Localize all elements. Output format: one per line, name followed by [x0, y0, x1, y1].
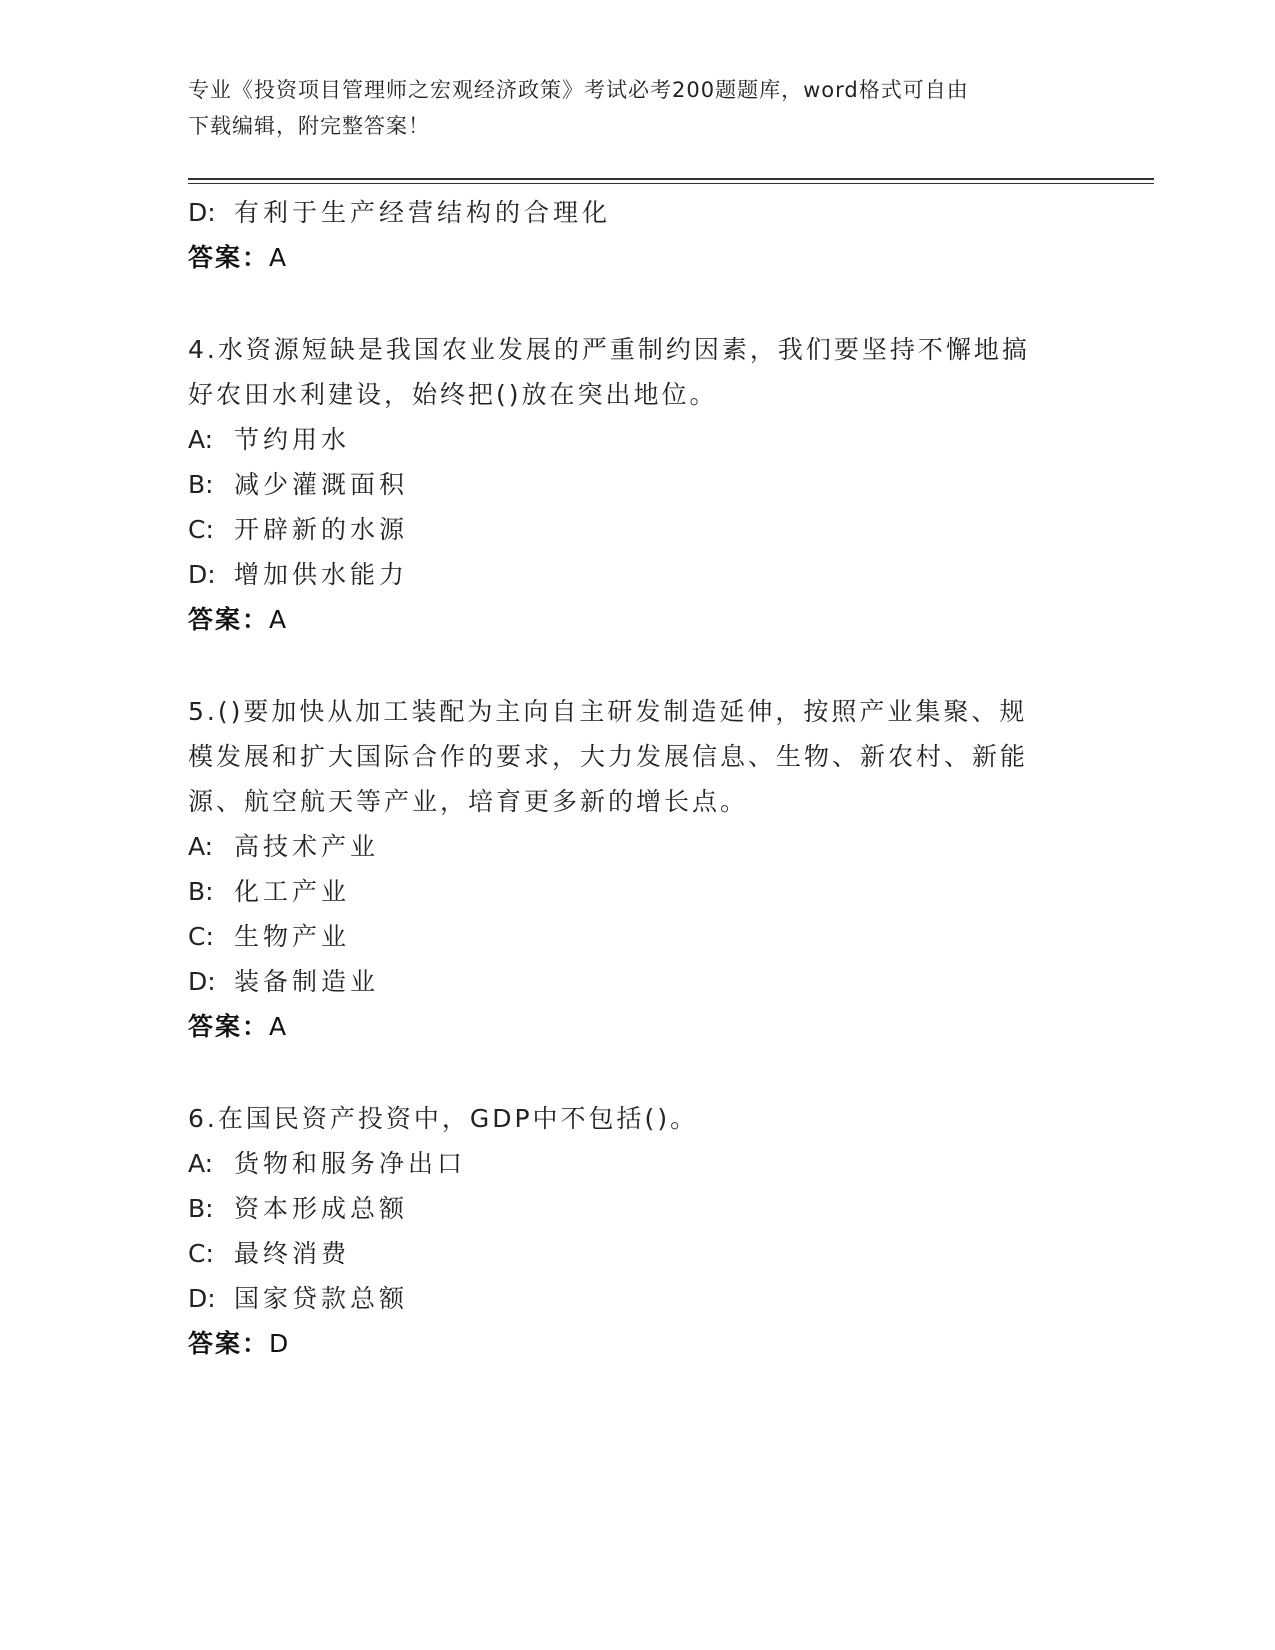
option-a — [188, 824, 1068, 869]
question-stem-line — [188, 1096, 1068, 1141]
question-stem-line — [188, 689, 1068, 734]
question-stem-text: 水资源短缺是我国农业发展的严重制约因素，我们要坚持不懈地搞 — [217, 335, 1030, 364]
option-letter: B: — [188, 1194, 214, 1223]
question-stem-text: 在国民资产投资中，GDP中不包括()。 — [217, 1104, 699, 1133]
option-b — [188, 462, 1068, 507]
answer-line — [188, 235, 1068, 280]
option-letter: D: — [188, 1284, 216, 1313]
option-text: 化工产业 — [234, 877, 351, 906]
spacer — [188, 1049, 1068, 1096]
option-text: 有利于生产经营结构的合理化 — [234, 198, 612, 227]
option-letter: D: — [188, 967, 216, 996]
question-list — [188, 190, 1068, 1366]
question-number: 5. — [188, 697, 218, 726]
spacer — [188, 642, 1068, 689]
option-text: 货物和服务净出口 — [234, 1149, 467, 1178]
option-d — [188, 959, 1068, 1004]
option-text: 高技术产业 — [234, 832, 380, 861]
option-letter: B: — [188, 470, 214, 499]
option-text: 国家贷款总额 — [234, 1284, 409, 1313]
question-stem-line — [188, 327, 1068, 372]
option-c — [188, 914, 1068, 959]
question-5 — [188, 689, 1068, 1049]
option-letter: A: — [188, 425, 214, 454]
answer-label: 答案： — [188, 605, 270, 634]
option-a — [188, 1141, 1068, 1186]
option-letter: D: — [188, 560, 216, 589]
option-d — [188, 1276, 1068, 1321]
option-c — [188, 507, 1068, 552]
question-stem-text: ()要加快从加工装配为主向自主研发制造延伸，按照产业集聚、规 — [217, 697, 1028, 726]
option-letter: A: — [188, 832, 214, 861]
answer-line — [188, 1004, 1068, 1049]
document-header — [188, 72, 1088, 144]
option-text: 资本形成总额 — [234, 1194, 409, 1223]
header-line-2: 下载编辑，附完整答案！ — [188, 114, 430, 138]
answer-label: 答案： — [188, 1329, 270, 1358]
question-stem-line: 源、航空航天等产业，培育更多新的增长点。 — [188, 787, 749, 816]
header-line-1: 专业《投资项目管理师之宏观经济政策》考试必考200题题库，word格式可自由 — [188, 78, 969, 102]
question-stem-line: 好农田水利建设，始终把()放在突出地位。 — [188, 380, 718, 409]
option-letter: C: — [188, 922, 214, 951]
header-divider-thin — [188, 183, 1154, 184]
option-d — [188, 190, 1068, 235]
answer-value: D — [269, 1329, 291, 1358]
answer-label: 答案： — [188, 1012, 270, 1041]
question-3-fragment — [188, 190, 1068, 280]
option-text: 开辟新的水源 — [234, 515, 409, 544]
answer-label: 答案： — [188, 243, 270, 272]
option-b — [188, 1186, 1068, 1231]
option-text: 增加供水能力 — [234, 560, 409, 589]
question-6 — [188, 1096, 1068, 1366]
option-text: 装备制造业 — [234, 967, 380, 996]
option-a — [188, 417, 1068, 462]
option-letter: D: — [188, 198, 216, 227]
question-stem-line: 模发展和扩大国际合作的要求，大力发展信息、生物、新农村、新能 — [188, 742, 1029, 771]
spacer — [188, 280, 1068, 327]
answer-line — [188, 1321, 1068, 1366]
option-c — [188, 1231, 1068, 1276]
answer-value: A — [269, 1012, 289, 1041]
option-text: 最终消费 — [234, 1239, 351, 1268]
question-4 — [188, 327, 1068, 642]
header-divider-thick — [188, 178, 1154, 180]
option-letter: C: — [188, 515, 214, 544]
option-letter: C: — [188, 1239, 214, 1268]
question-number: 6. — [188, 1104, 218, 1133]
option-letter: B: — [188, 877, 214, 906]
option-text: 生物产业 — [234, 922, 351, 951]
option-letter: A: — [188, 1149, 214, 1178]
option-text: 减少灌溉面积 — [234, 470, 409, 499]
option-text: 节约用水 — [234, 425, 351, 454]
answer-value: A — [269, 605, 289, 634]
question-number: 4. — [188, 335, 218, 364]
answer-line — [188, 597, 1068, 642]
option-b — [188, 869, 1068, 914]
option-d — [188, 552, 1068, 597]
answer-value: A — [269, 243, 289, 272]
